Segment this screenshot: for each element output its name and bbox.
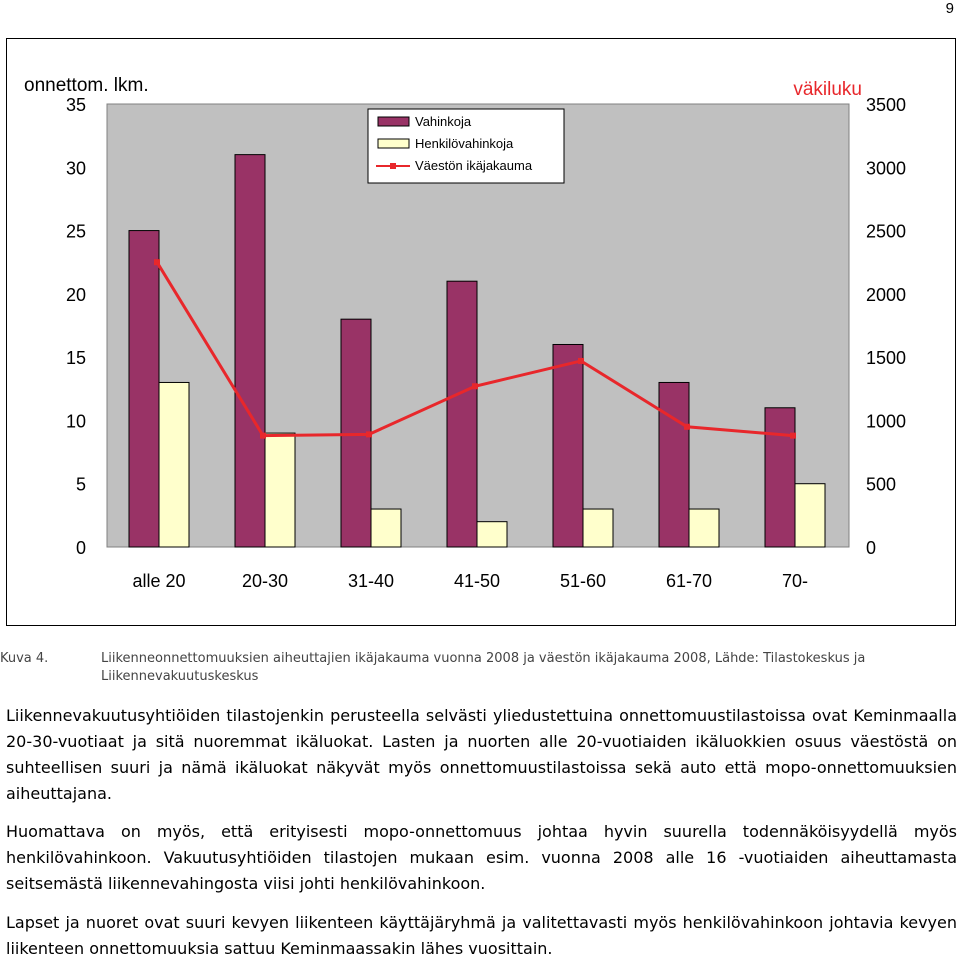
right-tick-label: 3500: [866, 95, 907, 115]
left-tick-label: 30: [65, 158, 86, 179]
legend-label: Vahinkoja: [415, 114, 472, 129]
vahinkoja-bar: [553, 344, 583, 547]
legend-label: Väestön ikäjakauma: [415, 158, 533, 173]
population-point: [472, 383, 478, 389]
population-point: [684, 424, 690, 430]
henkilovahinkoja-bar: [265, 433, 295, 547]
left-axis-title: onnettom. lkm.: [24, 75, 149, 96]
caption-text: Liikenneonnettomuuksien aiheuttajien ikäjakauma vuonna 2008 ja väestön ikäjakauma 2008, Lähde: Tilastokeskus ja Liikennevakuutuskeskus: [101, 651, 866, 684]
right-tick-label: 1500: [866, 348, 907, 369]
right-axis-title: väkiluku: [793, 79, 862, 100]
vahinkoja-bar: [235, 155, 265, 547]
x-category-label: 41-50: [453, 571, 501, 591]
henkilovahinkoja-bar: [159, 382, 189, 547]
paragraph-2: Huomattava on myös, että erityisesti mopo-onnettomuus johtaa hyvin suurella todennäköisyydellä myös henkilövahinkoon. Vakuutusyhtiöiden tilastojen mukaan esim. vuonna 2008 alle 16 -vuotiaiden aiheuttamasta seitsemästä liikennevahingosta viisi johti henkilövahinkoon.: [6, 822, 957, 893]
paragraph-1: Liikennevakuutusyhtiöiden tilastojenkin perusteella selvästi yliedustettuina onnettomuustilastoissa ovat Keminmaalla 20-30-vuotiaat ja sitä nuoremmat ikäluokat. Lasten ja nuorten alle 20-vuotiaiden ikäluokkien osuus väestöstä on suhteellisen suuri ja nämä ikäluokat näkyvät myös onnettomuustilastoissa sekä auto että mopo-onnettomuuksien aiheuttajana.: [6, 706, 957, 803]
legend-swatch-marker: [390, 163, 396, 169]
x-category-label: 61-70: [665, 571, 713, 591]
right-tick-label: 0: [866, 538, 877, 558]
chart-frame: [6, 38, 956, 626]
x-category-label: 51-60: [559, 571, 607, 591]
henkilovahinkoja-bar: [689, 509, 719, 547]
right-tick-label: 500: [866, 474, 897, 495]
right-tick-label: 2500: [866, 221, 907, 242]
age-distribution-chart: [7, 39, 955, 625]
x-category-label: 31-40: [347, 571, 395, 591]
left-tick-label: 0: [75, 538, 86, 558]
henkilovahinkoja-bar: [477, 522, 507, 547]
henkilovahinkoja-bar: [371, 509, 401, 547]
left-tick-label: 25: [65, 221, 86, 242]
left-tick-label: 15: [65, 348, 86, 369]
right-tick-label: 1000: [866, 411, 907, 432]
vahinkoja-bar: [765, 408, 795, 547]
x-category-label: 20-30: [241, 571, 289, 591]
population-point: [154, 259, 160, 265]
population-point: [790, 433, 796, 439]
legend-swatch-henkilovahinkoja: [378, 139, 409, 148]
population-point: [578, 358, 584, 364]
vahinkoja-bar: [659, 382, 689, 547]
page-number: 9: [945, 0, 954, 17]
henkilovahinkoja-bar: [795, 484, 825, 547]
left-tick-label: 35: [65, 95, 86, 115]
x-category-label: 70-: [781, 571, 809, 591]
caption-label: Kuva 4.: [0, 651, 49, 666]
left-tick-label: 10: [65, 411, 86, 432]
vahinkoja-bar: [129, 231, 159, 547]
population-point: [260, 433, 266, 439]
x-category-label: alle 20: [132, 571, 186, 591]
legend-swatch-vahinkoja: [378, 117, 409, 126]
population-point: [366, 431, 372, 437]
right-tick-label: 2000: [866, 284, 907, 305]
vahinkoja-bar: [447, 281, 477, 547]
henkilovahinkoja-bar: [583, 509, 613, 547]
left-tick-label: 20: [65, 284, 86, 305]
left-tick-label: 5: [75, 474, 86, 495]
paragraph-3: Lapset ja nuoret ovat suuri kevyen liikenteen käyttäjäryhmä ja valitettavasti myös henkilövahinkoon johtavia kevyen liikenteen onnettomuuksia sattuu Keminmaassakin lähes vuosittain.: [6, 913, 957, 958]
legend-label: Henkilövahinkoja: [415, 136, 514, 151]
right-tick-label: 3000: [866, 158, 907, 179]
